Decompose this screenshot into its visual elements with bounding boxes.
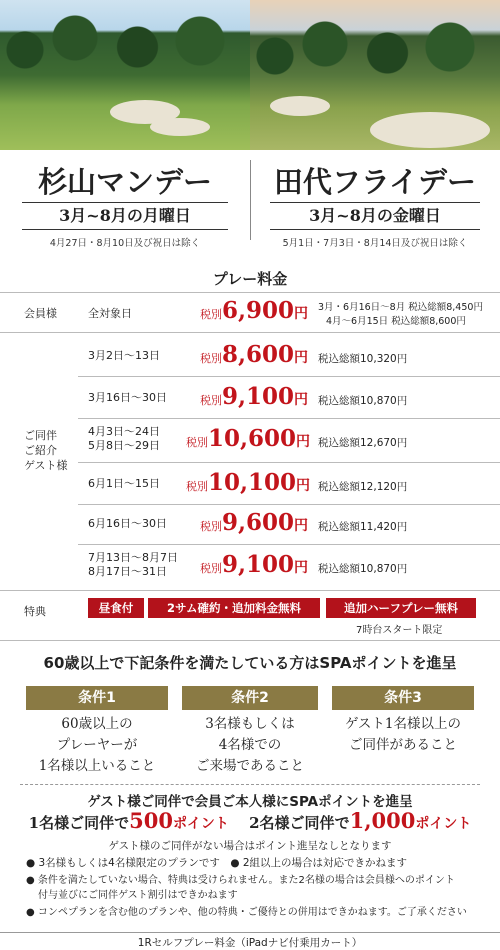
member-tax-2: 4月～6月15日 税込総額8,600円 bbox=[326, 316, 466, 327]
guest-row: 6月16日～30日 税別9,600円 税込総額11,420円 bbox=[78, 504, 500, 544]
sugiyama-course-photo bbox=[0, 0, 250, 150]
guest-row: 7月13日～8月7日 8月17日～31日 税別9,100円 税込総額10,870円 bbox=[78, 544, 500, 590]
header-divider bbox=[250, 160, 251, 240]
member-label: 会員様 bbox=[24, 307, 57, 320]
guest-row: 3月16日～30日 税別9,100円 税込総額10,870円 bbox=[78, 376, 500, 418]
benefit-badge: 2サム確約・追加料金無料 bbox=[148, 598, 320, 618]
condition-body: 3名様もしくは 4名様での ご来場であること bbox=[196, 716, 304, 774]
benefit-badge: 昼食付 bbox=[88, 598, 144, 618]
guest-row: 3月2日～13日 税別8,600円 税込総額10,320円 bbox=[0, 332, 500, 376]
condition-body: 60歳以上の プレーヤーが 1名様以上いること bbox=[38, 716, 156, 774]
benefit-row bbox=[0, 590, 500, 634]
footer-note: 1Rセルフプレー料金（iPadナビ付乗用カート） bbox=[0, 932, 500, 950]
left-title: 杉山マンデー bbox=[37, 165, 212, 199]
guest-row: 6月1日～15日 税別10,100円 税込総額12,120円 bbox=[78, 462, 500, 504]
tashiro-course-photo bbox=[250, 0, 500, 150]
bullet-note: 付与並びにご同伴ゲスト割引はできかねます bbox=[38, 890, 238, 901]
condition-head: 条件3 bbox=[332, 686, 474, 710]
condition-body: ゲスト1名様以上の ご同伴があること bbox=[344, 716, 462, 753]
member-period: 全対象日 bbox=[88, 307, 132, 320]
benefit-label: 特典 bbox=[24, 605, 46, 618]
right-note: 5月1日・7月3日・8月14日及び祝日は除く bbox=[282, 238, 468, 249]
spa-headline: 60歳以上で下記条件を満たしている方はSPAポイントを進呈 bbox=[43, 654, 457, 672]
guest-row: 4月3日～24日 5月8日～29日 税別10,600円 税込総額12,670円 bbox=[78, 418, 500, 462]
guest-headline: ゲスト様ご同伴で会員ご本人様にSPAポイントを進呈 bbox=[87, 794, 413, 810]
fee-title: プレー料金 bbox=[212, 270, 288, 288]
bullet-note: ● 条件を満たしていない場合、特典は受けられません。また2名様の場合は会員様へのポイント bbox=[26, 875, 455, 886]
right-title: 田代フライデー bbox=[273, 165, 477, 199]
course-photos bbox=[0, 0, 500, 150]
left-subtitle: 3月~8月の月曜日 bbox=[22, 202, 228, 230]
left-note: 4月27日・8月10日及び祝日は除く bbox=[49, 238, 201, 249]
point-line: 1名様ご同伴で500ポイント 2名様ご同伴で1,000ポイント bbox=[28, 808, 472, 833]
benefit-note: 7時台スタート限定 bbox=[356, 625, 443, 636]
bullet-note: ● コンペプランを含む他のプランや、他の特典・ご優待との併用はできかねます。ご了承ください bbox=[26, 907, 467, 918]
no-guest-note: ゲスト様のご同伴がない場合はポイント進呈なしとなります bbox=[108, 840, 392, 852]
right-subtitle: 3月~8月の金曜日 bbox=[270, 202, 480, 230]
member-row bbox=[0, 292, 500, 332]
guest-label: ご同伴 ご紹介 ゲスト様 bbox=[24, 429, 68, 472]
member-price: 税別6,900円 bbox=[200, 297, 309, 324]
table-bottom bbox=[0, 640, 500, 641]
bullet-note: ● 3名様もしくは4名様限定のプランです ● 2組以上の場合は対応できかねます bbox=[26, 857, 408, 869]
benefit-badge: 追加ハーフプレー無料 bbox=[326, 598, 476, 618]
condition-head: 条件2 bbox=[182, 686, 318, 710]
condition-head: 条件1 bbox=[26, 686, 168, 710]
member-tax-1: 3月・6月16日～8月 税込総額8,450円 bbox=[318, 302, 483, 313]
dashed-divider bbox=[20, 784, 480, 785]
